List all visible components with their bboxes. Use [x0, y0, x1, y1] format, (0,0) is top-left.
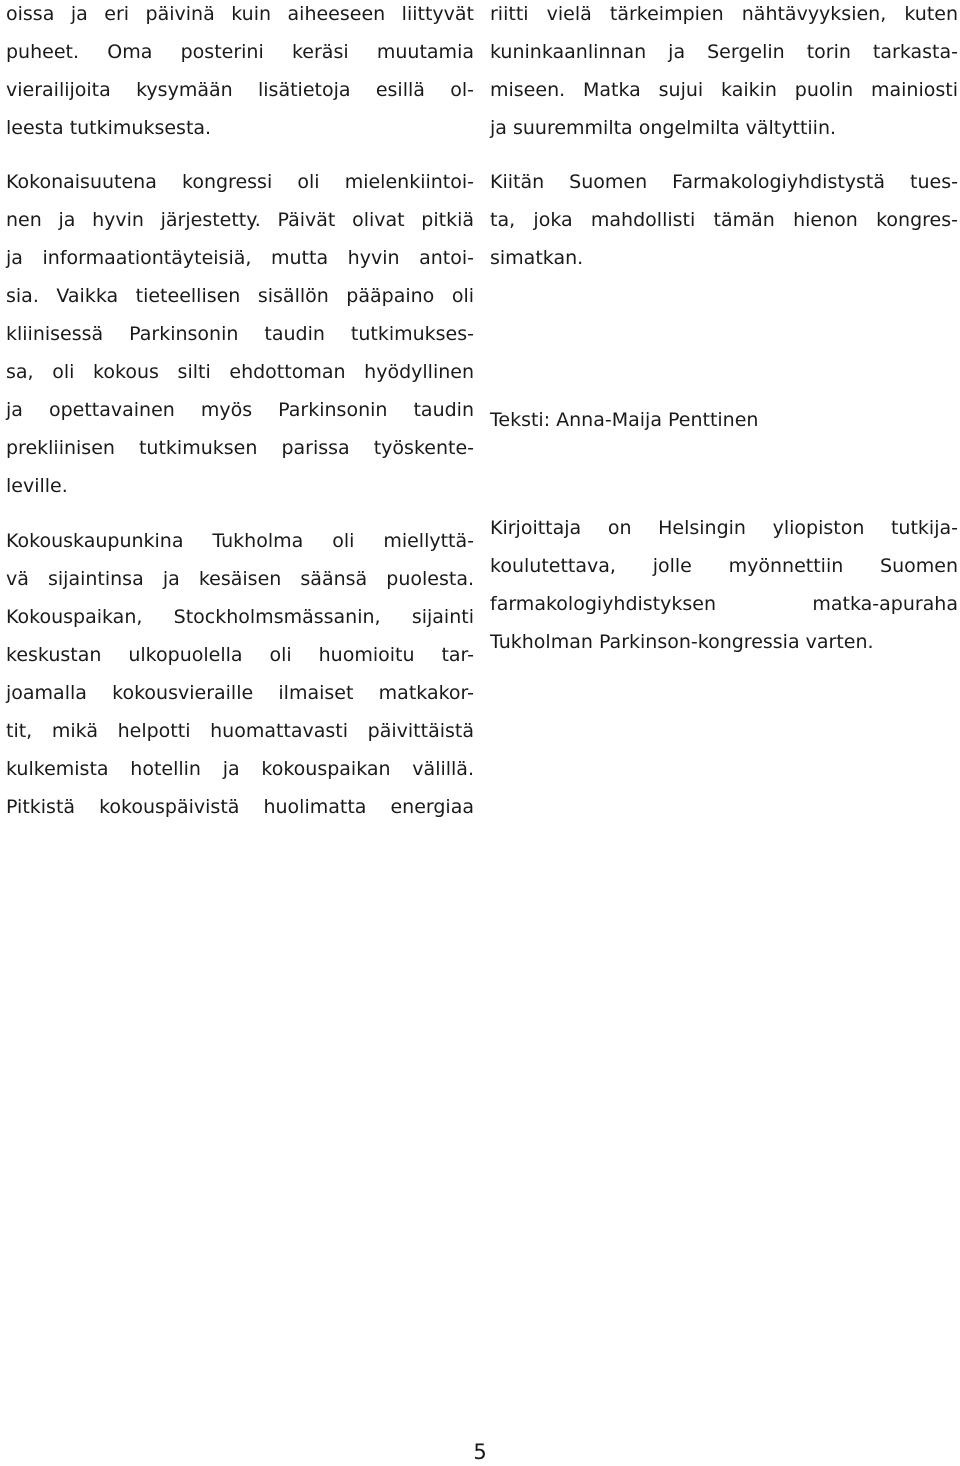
- left-p3-line-1: Kokouskaupunkina Tukholma oli miellyttä-: [6, 530, 474, 552]
- right-p1-line-2: kuninkaanlinnan ja Sergelin torin tarkasta-: [490, 41, 958, 63]
- left-p1-line-3: vierailijoita kysymään lisätietoja esillä ol-: [6, 79, 474, 101]
- left-p3-line-6: tit, mikä helpotti huomattavasti päivittäistä: [6, 720, 474, 742]
- left-p2-line-4: sia. Vaikka tieteellisen sisällön pääpaino oli: [6, 285, 474, 307]
- left-p1-line-4: leesta tutkimuksesta.: [6, 117, 212, 139]
- left-p2-line-6: sa, oli kokous silti ehdottoman hyödyllinen: [6, 361, 474, 383]
- left-p3-line-5: joamalla kokousvieraille ilmaiset matkakor-: [6, 682, 474, 704]
- left-p2-line-9: leville.: [6, 475, 68, 497]
- right-p1-line-4: ja suuremmilta ongelmilta vältyttiin.: [490, 117, 837, 139]
- left-p2-line-7: ja opettavainen myös Parkinsonin taudin: [6, 399, 474, 421]
- left-p3-line-8: Pitkistä kokouspäivistä huolimatta energiaa: [6, 796, 474, 818]
- right-p2-line-2: ta, joka mahdollisti tämän hienon kongres-: [490, 209, 958, 231]
- left-p2-line-1: Kokonaisuutena kongressi oli mielenkiintoi-: [6, 171, 474, 193]
- left-p3-line-3: Kokouspaikan, Stockholmsmässanin, sijainti: [6, 606, 474, 628]
- right-p1-line-3: miseen. Matka sujui kaikin puolin mainiosti: [490, 79, 958, 101]
- left-p2-line-2: nen ja hyvin järjestetty. Päivät olivat pitkiä: [6, 209, 474, 231]
- author-bio-line-2: koulutettava, jolle myönnettiin Suomen: [490, 555, 958, 577]
- left-p3-line-2: vä sijaintinsa ja kesäisen säänsä puolesta.: [6, 568, 474, 590]
- left-p1-line-1: oissa ja eri päivinä kuin aiheeseen liittyvät: [6, 3, 474, 25]
- left-p2-line-8: prekliinisen tutkimuksen parissa työskente-: [6, 437, 474, 459]
- left-p3-line-4: keskustan ulkopuolella oli huomioitu tar-: [6, 644, 474, 666]
- author-bio-line-3: farmakologiyhdistyksen matka-apuraha: [490, 593, 958, 615]
- left-p2-line-3: ja informaationtäyteisiä, mutta hyvin antoi-: [6, 247, 474, 269]
- author-credit: Teksti: Anna-Maija Penttinen: [490, 409, 759, 431]
- page-number: 5: [473, 1440, 487, 1464]
- right-p1-line-1: riitti vielä tärkeimpien nähtävyyksien, kuten: [490, 3, 958, 25]
- left-p1-line-2: puheet. Oma posterini keräsi muutamia: [6, 41, 474, 63]
- author-bio-line-4: Tukholman Parkinson-kongressia varten.: [490, 631, 874, 653]
- right-p2-line-1: Kiitän Suomen Farmakologiyhdistystä tues-: [490, 171, 958, 193]
- author-bio-line-1: Kirjoittaja on Helsingin yliopiston tutkija-: [490, 517, 958, 539]
- right-p2-line-3: simatkan.: [490, 247, 584, 269]
- left-p2-line-5: kliinisessä Parkinsonin taudin tutkimukses-: [6, 323, 474, 345]
- left-p3-line-7: kulkemista hotellin ja kokouspaikan välillä.: [6, 758, 474, 780]
